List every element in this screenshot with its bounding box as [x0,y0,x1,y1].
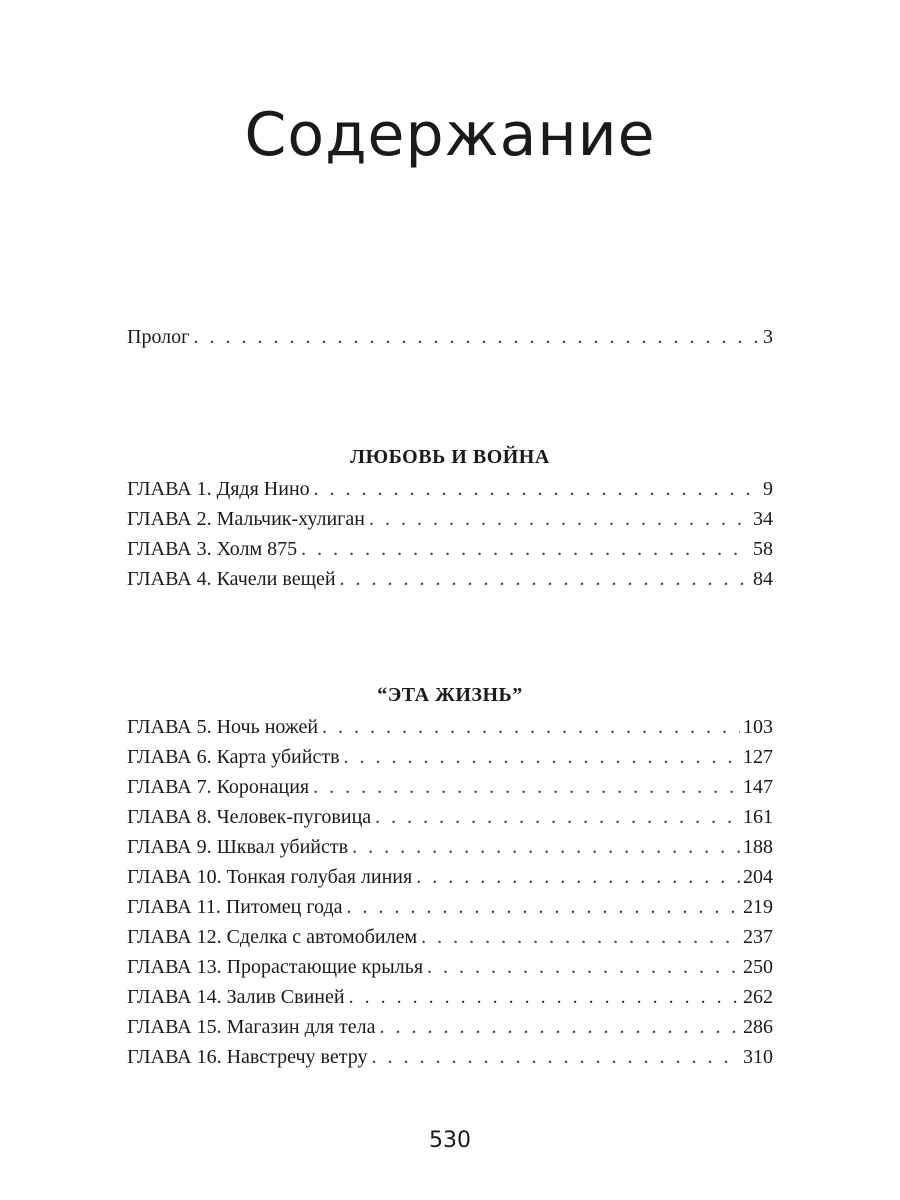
toc-entry[interactable] [127,714,773,740]
toc-entry[interactable] [127,476,773,502]
toc-entry-page: 161 [743,806,773,828]
toc-entry-label: ГЛАВА 10. Тонкая голубая линия [127,866,413,888]
toc-entry-label: ГЛАВА 4. Качели вещей [127,568,336,590]
dot-leader [313,774,740,800]
dot-leader [421,924,740,950]
toc-entry-label: ГЛАВА 1. Дядя Нино [127,478,310,500]
dot-leader [369,506,750,532]
toc-entry-page: 84 [753,568,773,590]
toc-entry-label: ГЛАВА 3. Холм 875 [127,538,298,560]
toc-entry-label: ГЛАВА 2. Мальчик-хулиган [127,508,365,530]
toc-entry[interactable] [127,804,773,830]
toc-entry[interactable] [127,744,773,770]
toc-entry[interactable] [127,1014,773,1040]
toc-entry[interactable] [127,984,773,1010]
toc-entry-label: ГЛАВА 9. Шквал убийств [127,836,349,858]
toc-entry[interactable] [127,536,773,562]
toc-entry-label: ГЛАВА 13. Прорастающие крылья [127,956,424,978]
dot-leader [416,864,740,890]
toc-entry-page: 58 [753,538,773,560]
toc-entry-label: ГЛАВА 15. Магазин для тела [127,1016,376,1038]
toc-entry-page: 250 [743,956,773,978]
dot-leader [349,984,740,1010]
toc-entry[interactable] [127,924,773,950]
toc-entry-label: ГЛАВА 14. Залив Свиней [127,986,345,1008]
toc-entry-label: ГЛАВА 16. Навстречу ветру [127,1046,368,1068]
toc-entry[interactable] [127,506,773,532]
dot-leader [375,804,740,830]
toc-entry-page: 237 [743,926,773,948]
toc-entry-page: 34 [753,508,773,530]
toc-entry-page: 3 [763,326,773,348]
dot-leader [371,1044,740,1070]
dot-leader [344,744,740,770]
section-heading: “ЭТА ЖИЗНЬ” [377,684,523,706]
toc-entry-prologue[interactable] [127,324,773,350]
dot-leader [301,536,750,562]
toc-entry-page: 103 [743,716,773,738]
toc-entry[interactable] [127,774,773,800]
dot-leader [352,834,740,860]
toc-entry-label: ГЛАВА 8. Человек-пуговица [127,806,372,828]
dot-leader [322,714,740,740]
dot-leader [340,566,750,592]
toc-entry-page: 9 [763,478,773,500]
toc-entry-page: 188 [743,836,773,858]
toc-entry-page: 204 [743,866,773,888]
toc-entry-page: 286 [743,1016,773,1038]
toc-entry-label: ГЛАВА 5. Ночь ножей [127,716,319,738]
page-title: Содержание [244,100,656,170]
toc-entry-page: 310 [743,1046,773,1068]
toc-entry-page: 127 [743,746,773,768]
toc-entry[interactable] [127,1044,773,1070]
dot-leader [193,324,760,350]
toc-entry-label: ГЛАВА 12. Сделка с автомобилем [127,926,418,948]
toc-entry[interactable] [127,894,773,920]
toc-entry-label: ГЛАВА 6. Карта убийств [127,746,340,768]
toc-entry[interactable] [127,954,773,980]
toc-entry[interactable] [127,864,773,890]
toc-entry[interactable] [127,566,773,592]
toc-entry-page: 219 [743,896,773,918]
toc-entry-label: ГЛАВА 7. Коронация [127,776,310,798]
toc-entry-page: 147 [743,776,773,798]
page-number: 530 [429,1128,471,1153]
dot-leader [314,476,760,502]
toc-entry-page: 262 [743,986,773,1008]
toc-entry-label: Пролог [127,326,190,348]
toc-entry[interactable] [127,834,773,860]
dot-leader [427,954,740,980]
dot-leader [347,894,740,920]
toc-entry-label: ГЛАВА 11. Питомец года [127,896,343,918]
dot-leader [379,1014,740,1040]
section-heading: ЛЮБОВЬ И ВОЙНА [350,446,550,468]
